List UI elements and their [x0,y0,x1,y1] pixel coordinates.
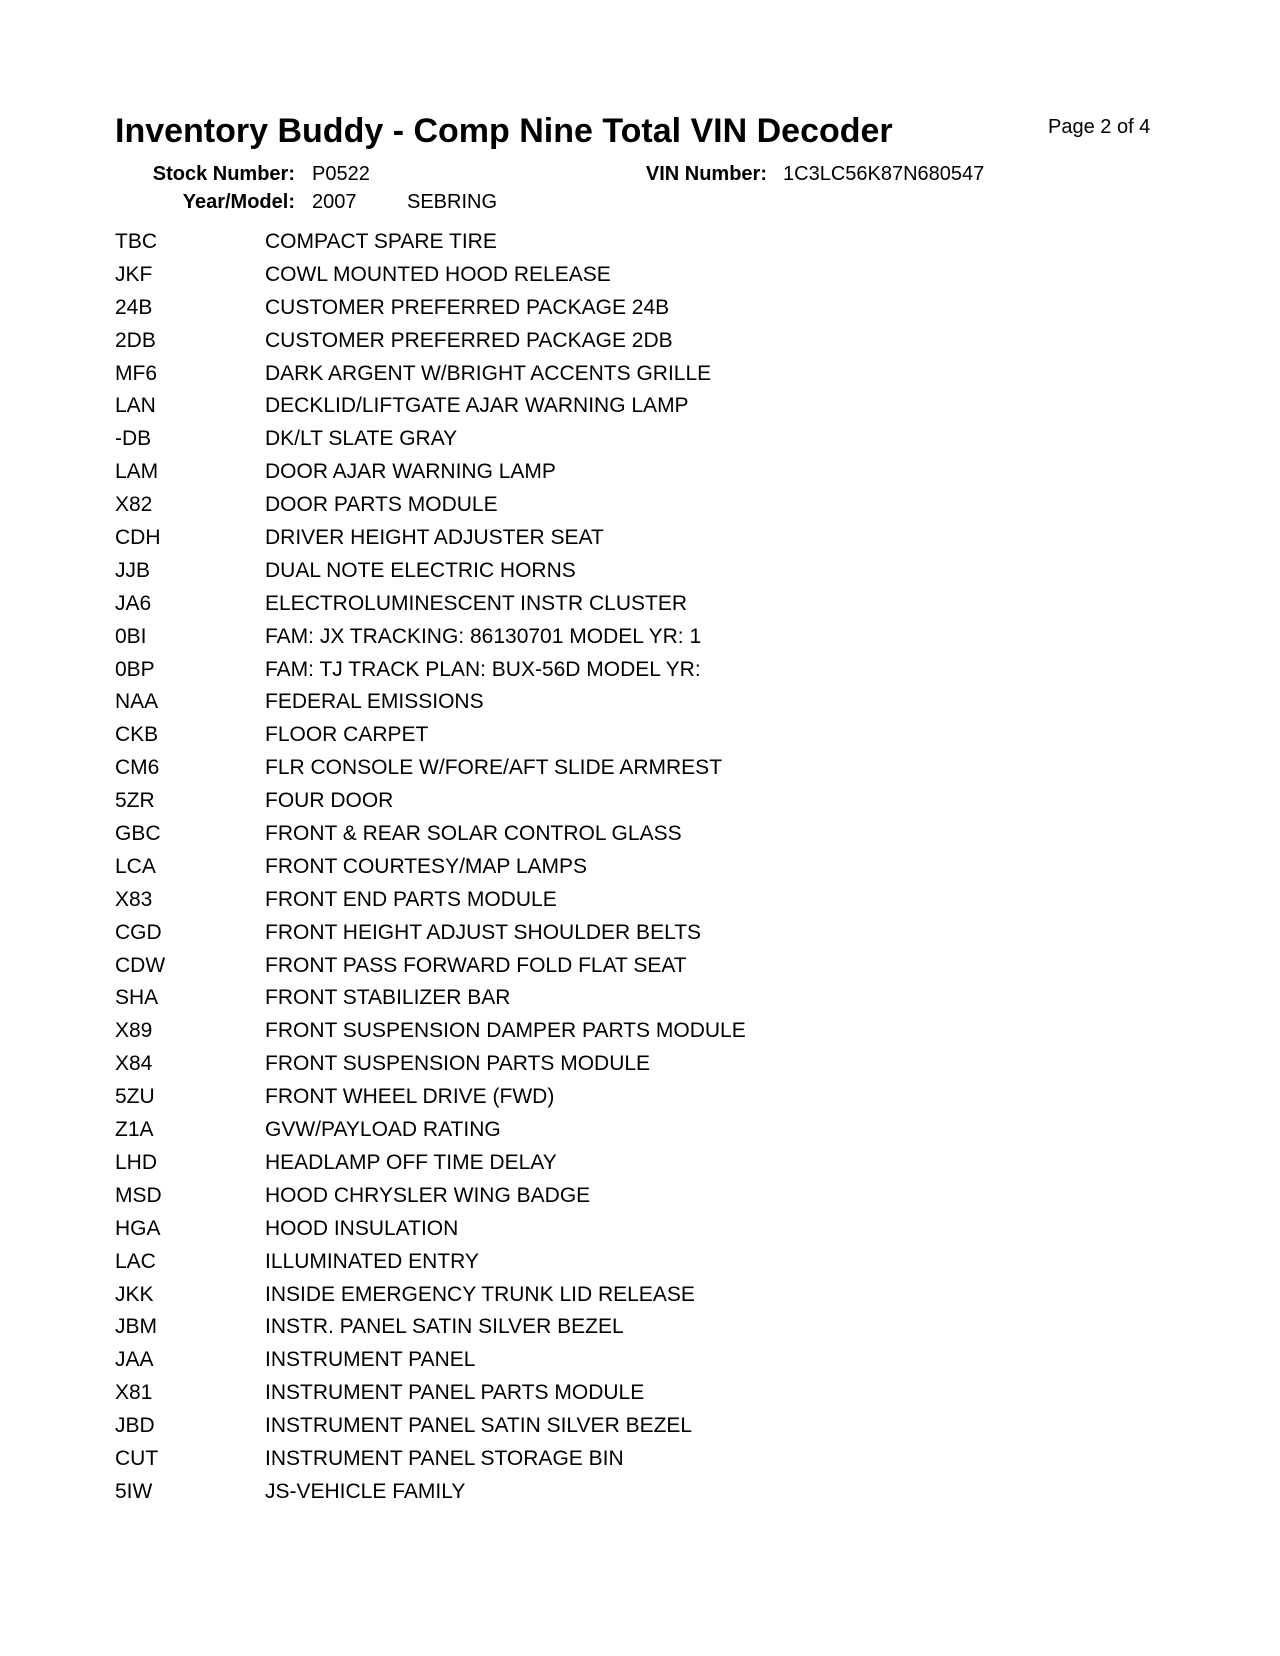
option-row [115,919,1015,952]
option-row [115,1281,1015,1314]
option-description: CUSTOMER PREFERRED PACKAGE 24B [265,295,670,319]
option-row [115,458,1015,491]
option-code: MSD [115,1183,162,1207]
option-code: CDW [115,953,166,977]
option-code-list [115,228,1015,1511]
option-code: JKF [115,262,153,286]
option-row [115,228,1015,261]
option-row [115,1313,1015,1346]
option-row [115,590,1015,623]
option-code: LAN [115,394,156,418]
option-description: INSIDE EMERGENCY TRUNK LID RELEASE [265,1282,695,1306]
option-code: 0BI [115,624,147,648]
year-value: 2007 [312,191,357,213]
option-code: CGD [115,920,162,944]
option-code: CUT [115,1446,159,1470]
page-number: Page 2 of 4 [1048,116,1151,138]
option-description: FRONT END PARTS MODULE [265,887,557,911]
option-code: JJB [115,558,151,582]
option-description: FRONT SUSPENSION DAMPER PARTS MODULE [265,1019,746,1043]
option-description: FRONT STABILIZER BAR [265,986,511,1010]
option-code: X81 [115,1381,153,1405]
option-description: FEDERAL EMISSIONS [265,690,484,714]
option-description: COMPACT SPARE TIRE [265,230,497,253]
option-description: INSTRUMENT PANEL SATIN SILVER BEZEL [265,1414,693,1438]
option-row [115,524,1015,557]
option-row [115,623,1015,656]
option-row [115,294,1015,327]
option-description: FRONT & REAR SOLAR CONTROL GLASS [265,822,682,846]
option-code: CDH [115,526,161,550]
option-row [115,820,1015,853]
stock-number-label: Stock Number: [152,163,295,185]
option-row [115,1083,1015,1116]
option-code: CM6 [115,756,160,780]
option-row [115,1149,1015,1182]
option-code: JAA [115,1348,154,1372]
option-description: ELECTROLUMINESCENT INSTR CLUSTER [265,591,688,615]
option-code: X83 [115,887,153,911]
option-code: X82 [115,493,153,517]
option-row [115,1248,1015,1281]
option-code: LCA [115,854,156,878]
option-code: X84 [115,1052,153,1076]
option-code: SHA [115,986,159,1010]
option-description: HOOD CHRYSLER WING BADGE [265,1183,591,1207]
option-description: FRONT COURTESY/MAP LAMPS [265,854,588,878]
option-description: INSTRUMENT PANEL PARTS MODULE [265,1381,645,1405]
vin-number-value: 1C3LC56K87N680547 [783,163,985,185]
option-description: INSTRUMENT PANEL [265,1348,476,1372]
option-code: JKK [115,1282,154,1306]
option-row [115,1478,1015,1511]
option-row [115,688,1015,721]
option-code: MF6 [115,361,157,385]
option-row [115,1215,1015,1248]
option-row [115,1182,1015,1215]
option-code: TBC [115,230,157,253]
option-description: GVW/PAYLOAD RATING [265,1118,501,1142]
option-row [115,327,1015,360]
option-code: 5ZU [115,1085,155,1109]
vin-number-label: VIN Number: [645,163,767,185]
option-row [115,1050,1015,1083]
option-code: 2DB [115,328,156,352]
option-code: LAC [115,1249,156,1273]
option-row [115,754,1015,787]
option-description: DRIVER HEIGHT ADJUSTER SEAT [265,526,604,550]
option-description: DECKLID/LIFTGATE AJAR WARNING LAMP [265,394,689,418]
stock-number-value: P0522 [312,163,370,185]
option-row [115,1346,1015,1379]
option-code: 0BP [115,657,155,681]
option-description: FLR CONSOLE W/FORE/AFT SLIDE ARMREST [265,756,723,780]
option-description: FRONT SUSPENSION PARTS MODULE [265,1052,651,1076]
option-description: JS-VEHICLE FAMILY [265,1479,466,1503]
option-description: FRONT PASS FORWARD FOLD FLAT SEAT [265,953,687,977]
option-description: FAM: JX TRACKING: 86130701 MODEL YR: 1 [265,624,702,648]
option-code: JA6 [115,591,152,615]
option-code: 5ZR [115,789,155,813]
option-code: JBM [115,1315,157,1339]
option-row [115,984,1015,1017]
option-row [115,886,1015,919]
option-row [115,952,1015,985]
option-description: HOOD INSULATION [265,1216,459,1240]
option-row [115,360,1015,393]
option-description: FRONT WHEEL DRIVE (FWD) [265,1085,555,1109]
option-code: GBC [115,822,161,846]
option-row [115,491,1015,524]
option-row [115,261,1015,294]
option-code: HGA [115,1216,161,1240]
option-row [115,1017,1015,1050]
option-code: X89 [115,1019,153,1043]
option-description: INSTR. PANEL SATIN SILVER BEZEL [265,1315,624,1339]
option-description: COWL MOUNTED HOOD RELEASE [265,262,611,286]
option-description: DOOR PARTS MODULE [265,493,498,517]
option-row [115,392,1015,425]
option-row [115,1379,1015,1412]
option-code: LAM [115,460,159,484]
option-description: FOUR DOOR [265,789,394,813]
option-description: CUSTOMER PREFERRED PACKAGE 2DB [265,328,673,352]
year-model-label: Year/Model: [182,191,295,213]
option-description: ILLUMINATED ENTRY [265,1249,479,1273]
option-code: JBD [115,1414,155,1438]
option-code: LHD [115,1150,158,1174]
option-description: DOOR AJAR WARNING LAMP [265,460,556,484]
option-row [115,656,1015,689]
option-row [115,787,1015,820]
option-description: INSTRUMENT PANEL STORAGE BIN [265,1446,624,1470]
option-code: NAA [115,690,159,714]
option-row [115,1116,1015,1149]
option-code: CKB [115,723,159,747]
option-description: DUAL NOTE ELECTRIC HORNS [265,558,576,582]
option-code: Z1A [115,1118,154,1142]
model-value: SEBRING [407,191,498,213]
option-description: HEADLAMP OFF TIME DELAY [265,1150,557,1174]
option-description: FRONT HEIGHT ADJUST SHOULDER BELTS [265,920,702,944]
option-row [115,557,1015,590]
option-row [115,721,1015,754]
option-description: DK/LT SLATE GRAY [265,427,458,451]
option-code: -DB [115,427,152,451]
option-row [115,853,1015,886]
option-code: 5IW [115,1479,153,1503]
option-description: DARK ARGENT W/BRIGHT ACCENTS GRILLE [265,361,712,385]
option-row [115,1445,1015,1478]
option-row [115,425,1015,458]
option-code: 24B [115,295,153,319]
option-description: FAM: TJ TRACK PLAN: BUX-56D MODEL YR: [265,657,701,681]
page-title: Inventory Buddy - Comp Nine Total VIN Decoder [115,112,893,150]
option-description: FLOOR CARPET [265,723,429,747]
option-row [115,1412,1015,1445]
